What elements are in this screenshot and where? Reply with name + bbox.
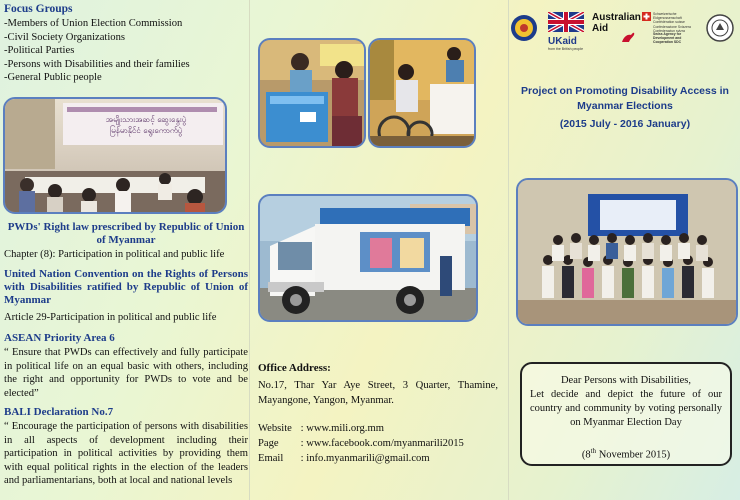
swiss-flag-icon (642, 12, 651, 21)
partner-seal-logo (706, 14, 734, 42)
un-convention-heading: United Nation Convention on the Rights of Persons with Disabilities ratified by Republic of Union of Myanmar (4, 268, 248, 306)
message-greeting: Dear Persons with Disabilities, (560, 375, 692, 386)
group-illustration (518, 180, 738, 326)
mili-emblem-icon (510, 14, 538, 42)
contact-label: Website (258, 423, 292, 434)
polling-photo-2 (368, 38, 476, 148)
un-convention-text: Article 29-Participation in political and public life (4, 312, 217, 323)
ukaid-text: UKaid (548, 36, 577, 47)
contact-email (258, 451, 503, 466)
contact-website (258, 421, 503, 436)
contact-list (258, 421, 503, 466)
seal-icon (706, 14, 734, 42)
pwd-law-text: Chapter (8): Participation in political and public life (4, 249, 225, 260)
vehicle-illustration (260, 196, 478, 322)
facebook-link[interactable]: : www.facebook.com/myanmarili2015 (300, 438, 464, 449)
date-month-year: November 2015) (596, 449, 671, 461)
banner-line: မြန်မာနိုင်ငံ ရွေးကောက်ပွဲ (109, 126, 183, 135)
contact-page (258, 436, 503, 451)
bali-text: “ Encourage the participation of persons with disabilities in all aspects of development including their participation in political activities by providing them with equal political rights in the election of the leaders and parliamentarians, both at local and national levels (4, 421, 248, 486)
office-address: No.17, Thar Yar Aye Street, 3 Quarter, Thamine, Mayangone, Yangon, Myanmar. (258, 380, 498, 406)
campaign-vehicle-photo (258, 194, 478, 322)
polling-photo-1 (258, 38, 366, 148)
date-suffix: th (590, 447, 597, 455)
australian-text: Australian (592, 12, 641, 23)
mili-logo (510, 14, 538, 42)
focus-item: -General Public people (4, 72, 102, 83)
union-flag-icon (548, 12, 584, 32)
bali-heading: BALI Declaration No.7 (4, 406, 114, 418)
office-heading: Office Address: (258, 362, 331, 374)
australian-aid-logo (592, 12, 641, 34)
right-panel (508, 0, 740, 500)
project-title: Project on Promoting Disability Access in Myanmar Elections (521, 85, 729, 112)
middle-panel (250, 0, 508, 500)
message-body: Let decide and depict the future of our country and community by voting personally on Myanmar Election Day (530, 389, 722, 428)
asean-heading: ASEAN Priority Area 6 (4, 332, 115, 344)
contact-label: Page (258, 438, 279, 449)
email-link[interactable]: : info.myanmarili@gmail.com (300, 453, 430, 464)
focus-item: -Members of Union Election Commission (4, 18, 183, 29)
project-period: (2015 July - 2016 January) (559, 118, 691, 130)
message-box (520, 362, 732, 466)
polling-illustration-2 (370, 40, 476, 148)
asean-text: “ Ensure that PWDs can effectively and fully participate in political life on an equal basic with others, including the right and opportunity for PWDs to vote and be elected” (4, 347, 248, 399)
workshop-photo (3, 97, 227, 214)
ukaid-subtext: from the British people (548, 47, 584, 51)
focus-groups-heading: Focus Groups (4, 3, 73, 15)
pwd-law-heading: PWDs' Right law prescribed by Republic of Union of Myanmar (7, 221, 245, 246)
contact-label: Email (258, 453, 284, 464)
aid-text: Aid (592, 23, 609, 34)
kangaroo-icon (620, 30, 636, 44)
ukaid-logo (548, 12, 584, 51)
banner-line: အမျိုးသားအဆင့် ဆွေးနွေးပွဲ (105, 115, 187, 124)
election-date (530, 444, 722, 463)
left-panel (0, 0, 250, 500)
banner-text (71, 114, 221, 136)
date-prefix: (8 (581, 449, 591, 461)
focus-item: -Political Parties (4, 45, 75, 56)
swiss-subtext: Swiss Agency for Development and Cooperation SDC (653, 32, 682, 45)
website-link[interactable]: : www.mili.org.mm (300, 423, 384, 434)
focus-groups-list (4, 17, 248, 85)
swiss-text: Schweizerische Eidgenossenschaft Confédération suisse Confederazione Svizzera Confederaziun svizra (653, 12, 691, 33)
polling-illustration-1 (260, 40, 366, 148)
focus-item: -Persons with Disabilities and their families (4, 58, 190, 70)
focus-item: -Civil Society Organizations (4, 31, 126, 43)
group-photo (516, 178, 738, 326)
